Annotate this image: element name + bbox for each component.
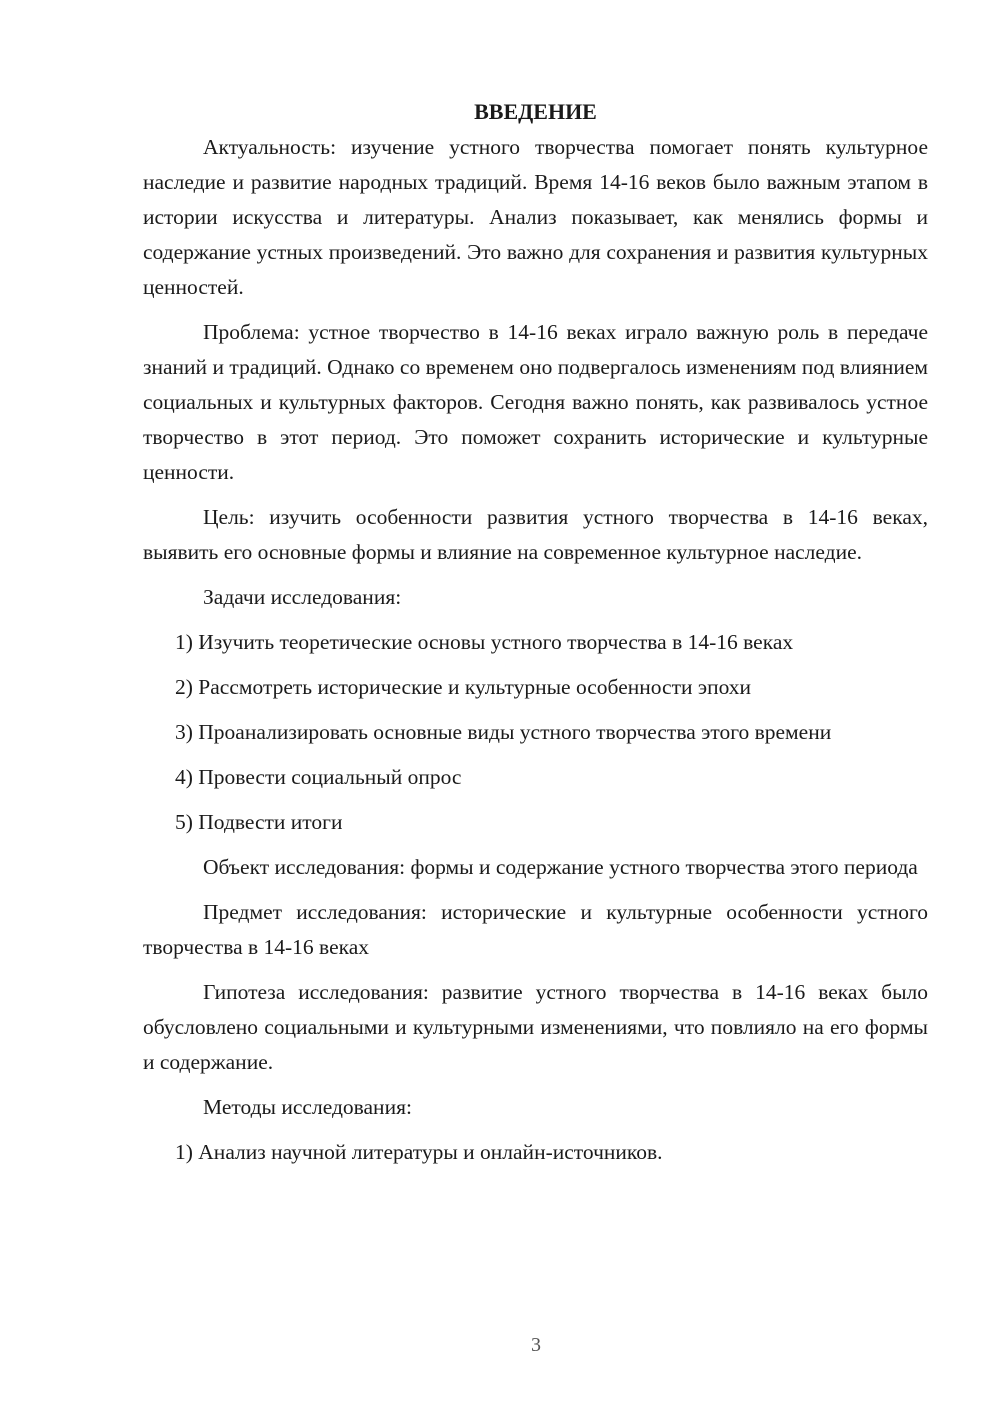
method-item: 1) Анализ научной литературы и онлайн-источников.: [175, 1140, 663, 1164]
tasks-heading: Задачи исследования:: [203, 585, 402, 609]
paragraph-problem: Проблема: устное творчество в 14-16 веках играло важную роль в передаче знаний и традиций. Однако со временем оно подвергалось изменениям под влиянием социальных и культурных факторов. Сегодня важно понять, как развивалось устное творчество в этот период. Это поможет сохранить исторические и культурные ценности.: [143, 320, 928, 484]
task-item: 4) Провести социальный опрос: [175, 765, 462, 789]
paragraph-relevance: Актуальность: изучение устного творчества помогает понять культурное наследие и развитие народных традиций. Время 14-16 веков было важным этапом в истории искусства и литературы. Анализ показывает, как менялись формы и содержание устных произведений. Это важно для сохранения и развития культурных ценностей.: [143, 135, 928, 299]
task-item: 5) Подвести итоги: [175, 810, 343, 834]
task-item: 2) Рассмотреть исторические и культурные особенности эпохи: [175, 675, 752, 699]
page-number: 3: [531, 1334, 541, 1356]
section-title: ВВЕДЕНИЕ: [474, 99, 597, 124]
document-page: [143, 94, 928, 1180]
paragraph-object: Объект исследования: формы и содержание устного творчества этого периода: [203, 855, 918, 879]
paragraph-subject: Предмет исследования: исторические и культурные особенности устного творчества в 14-16 веках: [143, 900, 928, 959]
methods-heading: Методы исследования:: [203, 1095, 412, 1119]
task-item: 1) Изучить теоретические основы устного творчества в 14-16 веках: [175, 630, 794, 654]
paragraph-hypothesis: Гипотеза исследования: развитие устного творчества в 14-16 веках было обусловлено социальными и культурными изменениями, что повлияло на его формы и содержание.: [143, 980, 928, 1074]
paragraph-goal: Цель: изучить особенности развития устного творчества в 14-16 веках, выявить его основные формы и влияние на современное культурное наследие.: [143, 505, 928, 564]
task-item: 3) Проанализировать основные виды устного творчества этого времени: [175, 720, 832, 744]
